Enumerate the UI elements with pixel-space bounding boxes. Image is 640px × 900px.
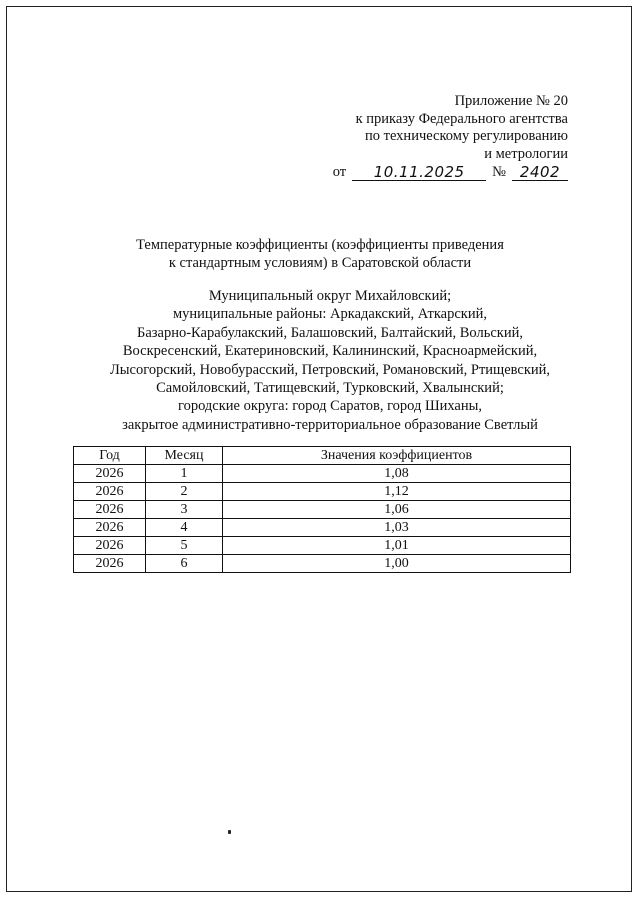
- attachment-line: по техническому регулированию: [364, 128, 568, 144]
- title-line: Температурные коэффициенты (коэффициенты приведения: [136, 237, 504, 253]
- attachment-line: и метрологии: [484, 145, 568, 162]
- attachment-header: [356, 93, 568, 163]
- cell-year: 2026: [74, 519, 146, 537]
- order-date-number: [333, 164, 568, 181]
- table-row: [74, 519, 571, 537]
- table-row: [74, 537, 571, 555]
- cell-month: 5: [146, 537, 223, 555]
- cell-value: 1,03: [223, 519, 571, 537]
- region-line: Лысогорский, Новобурасский, Петровский, Романовский, Ртищевский,: [109, 361, 551, 378]
- table-row: [74, 483, 571, 501]
- header-year: Год: [74, 447, 146, 465]
- region-line: закрытое административно-территориальное образование Светлый: [122, 416, 538, 433]
- header-value: Значения коэффициентов: [223, 447, 571, 465]
- cell-year: 2026: [74, 465, 146, 483]
- cell-value: 1,12: [223, 483, 571, 501]
- region-line: Воскресенский, Екатериновский, Калининский, Красноармейский,: [122, 343, 538, 360]
- cell-year: 2026: [74, 537, 146, 555]
- region-line: Базарно-Карабулакский, Балашовский, Балтайский, Вольский,: [137, 324, 523, 341]
- attachment-line: Приложение № 20: [454, 93, 568, 109]
- from-label: от: [332, 164, 347, 180]
- region-line: Муниципальный округ Михайловский;: [208, 288, 452, 304]
- document-title: [0, 236, 640, 272]
- table-row: [74, 555, 571, 573]
- scan-speck: [228, 830, 231, 834]
- region-line: городские округа: город Саратов, город Шиханы,: [178, 398, 482, 415]
- region-line: Самойловский, Татищевский, Турковский, Хвалынский;: [156, 380, 504, 397]
- cell-value: 1,01: [223, 537, 571, 555]
- number-label: №: [492, 164, 506, 180]
- handwritten-date: 10.11.2025: [352, 164, 486, 181]
- cell-month: 2: [146, 483, 223, 501]
- coefficients-table: [73, 446, 571, 573]
- cell-year: 2026: [74, 501, 146, 519]
- region-list: [0, 287, 640, 434]
- table-row: [74, 465, 571, 483]
- cell-month: 4: [146, 519, 223, 537]
- cell-value: 1,08: [223, 465, 571, 483]
- table-row: [74, 501, 571, 519]
- handwritten-number: 2402: [512, 164, 568, 181]
- cell-month: 3: [146, 501, 223, 519]
- cell-month: 1: [146, 465, 223, 483]
- table-header-row: [74, 447, 571, 465]
- region-line: муниципальные районы: Аркадакский, Аткарский,: [172, 306, 487, 323]
- attachment-line: к приказу Федерального агентства: [355, 110, 568, 127]
- header-month: Месяц: [146, 447, 223, 465]
- cell-year: 2026: [74, 483, 146, 501]
- cell-value: 1,00: [223, 555, 571, 573]
- cell-value: 1,06: [223, 501, 571, 519]
- cell-year: 2026: [74, 555, 146, 573]
- cell-month: 6: [146, 555, 223, 573]
- title-line: к стандартным условиям) в Саратовской области: [168, 255, 472, 271]
